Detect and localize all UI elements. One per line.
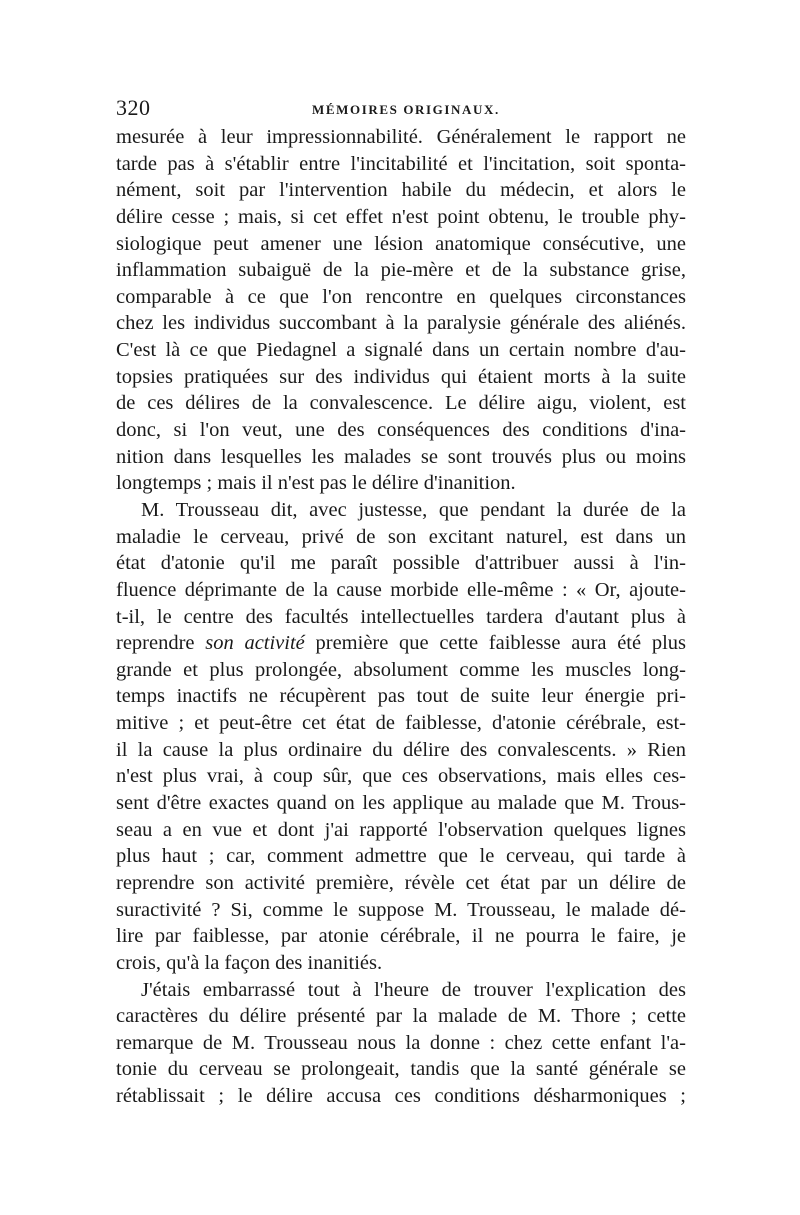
text-line: comparable à ce que l'on rencontre en quelques circonstances: [116, 285, 686, 308]
text-line: donc, si l'on veut, une des conséquences des conditions d'ina-: [116, 419, 686, 442]
text-segment: reprendre: [116, 632, 195, 655]
text-line: sent d'être exactes quand on les applique au malade que M. Trous-: [116, 792, 686, 815]
text-line: suractivité ? Si, comme le suppose M. Trousseau, le malade dé-: [116, 898, 686, 921]
italic-phrase: son activité: [205, 632, 305, 655]
text-line: inflammation subaiguë de la pie-mère et de la substance grise,: [116, 259, 686, 282]
text-line: grande et plus prolongée, absolument comme les muscles long-: [116, 658, 686, 681]
text-line: siologique peut amener une lésion anatomique consécutive, une: [116, 232, 686, 255]
text-line: mitive ; et peut-être cet état de faiblesse, d'atonie cérébrale, est-: [116, 712, 686, 735]
text-line: M. Trousseau dit, avec justesse, que pendant la durée de la: [141, 498, 686, 521]
body-text: [116, 124, 686, 1110]
text-line: C'est là ce que Piedagnel a signalé dans un certain nombre d'au-: [116, 339, 686, 362]
text-line: topsies pratiquées sur des individus qui étaient morts à la suite: [116, 365, 686, 388]
text-line: plus haut ; car, comment admettre que le cerveau, qui tarde à: [116, 845, 686, 868]
text-line: maladie le cerveau, privé de son excitant naturel, est dans un: [116, 525, 686, 548]
text-line: caractères du délire présenté par la malade de M. Thore ; cette: [116, 1005, 686, 1028]
text-line: temps inactifs ne récupèrent pas tout de suite leur énergie pri-: [116, 685, 686, 708]
running-title: MÉMOIRES ORIGINAUX.: [312, 102, 500, 117]
text-line: rétablissait ; le délire accusa ces conditions désharmoniques ;: [116, 1085, 686, 1108]
text-line: mesurée à leur impressionnabilité. Généralement le rapport ne: [116, 126, 686, 148]
text-line: état d'atonie qu'il me paraît possible d'attribuer aussi à l'in-: [116, 552, 686, 575]
text-line: seau a en vue et dont j'ai rapporté l'observation quelques lignes: [116, 818, 686, 841]
running-head: [116, 95, 686, 125]
text-line: fluence déprimante de la cause morbide elle-même : « Or, ajoute-: [116, 578, 686, 601]
text-line: remarque de M. Trousseau nous la donne : chez cette enfant l'a-: [116, 1031, 686, 1054]
text-line: de ces délires de la convalescence. Le délire aigu, violent, est: [116, 392, 686, 415]
text-line: crois, qu'à la façon des inanitiés.: [116, 951, 383, 974]
text-line: tarde pas à s'établir entre l'incitabilité et l'incitation, soit sponta-: [116, 152, 686, 175]
text-line: n'est plus vrai, à coup sûr, que ces observations, mais elles ces-: [116, 765, 686, 788]
text-line: tonie du cerveau se prolongeait, tandis que la santé générale se: [116, 1058, 686, 1081]
page-number: 320: [116, 95, 151, 120]
text-segment: première que cette faiblesse aura été plus: [315, 632, 686, 655]
text-line: il la cause la plus ordinaire du délire des convalescents. » Rien: [116, 738, 686, 761]
text-line: délire cesse ; mais, si cet effet n'est point obtenu, le trouble phy-: [116, 205, 686, 228]
text-line: reprendre son activité première, révèle cet état par un délire de: [116, 871, 686, 894]
text-line: t-il, le centre des facultés intellectuelles tardera d'autant plus à: [116, 605, 686, 628]
text-line: nément, soit par l'intervention habile du médecin, et alors le: [116, 179, 686, 202]
text-line: [116, 630, 686, 657]
text-line: J'étais embarrassé tout à l'heure de trouver l'explication des: [141, 978, 686, 1001]
text-line: longtemps ; mais il n'est pas le délire d'inanition.: [116, 472, 516, 495]
text-line: chez les individus succombant à la paralysie générale des aliénés.: [116, 312, 686, 335]
text-line: nition dans lesquelles les malades se sont trouvés plus ou moins: [116, 445, 686, 468]
text-line: lire par faiblesse, par atonie cérébrale, il ne pourra le faire, je: [116, 925, 686, 948]
